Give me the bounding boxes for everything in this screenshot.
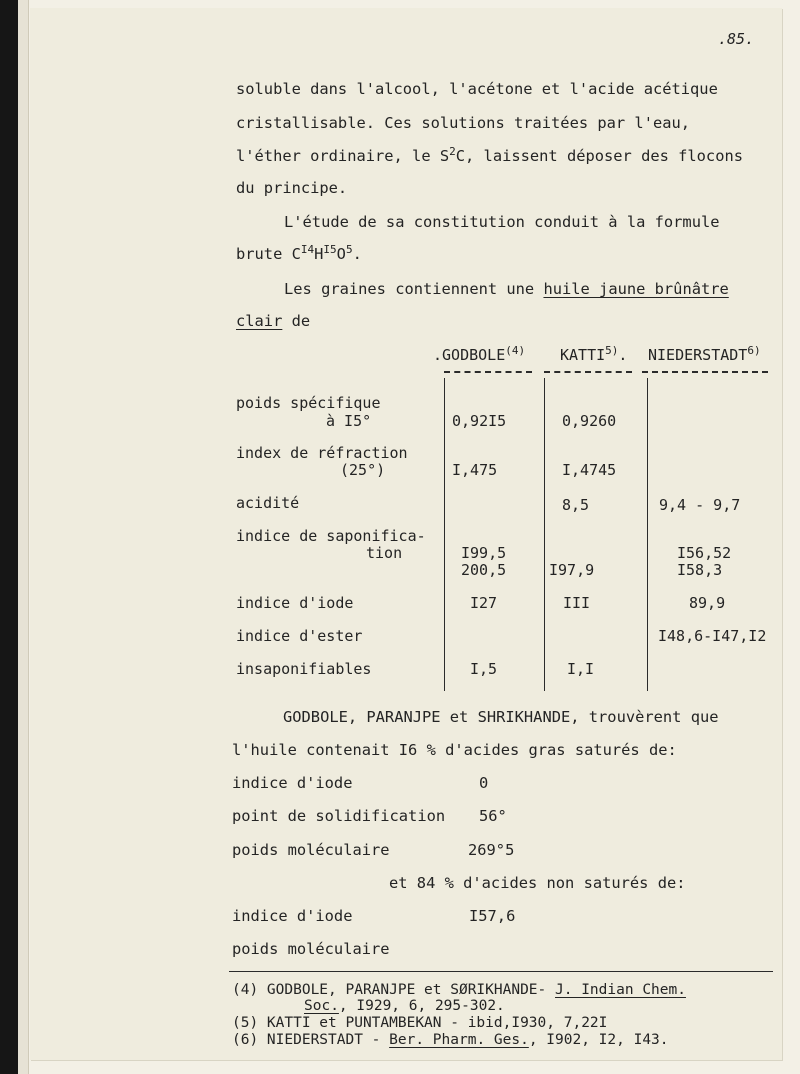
table-cell: I58,3 [677, 561, 723, 579]
table-cell: 0,92I5 [452, 412, 507, 430]
header-rule [642, 371, 768, 373]
table-cell: I48,6-I47,I2 [658, 627, 767, 645]
footnote-6: (6) NIEDERSTADT - Ber. Pharm. Ges., I902, I2, I43. [232, 1032, 669, 1048]
page-edge [18, 0, 29, 1074]
header-rule [444, 371, 532, 373]
table-cell: I,I [567, 660, 595, 678]
table-cell: I56,52 [677, 544, 732, 562]
book-spine [0, 0, 18, 1074]
table-cell: I27 [470, 594, 498, 612]
table-cell: I,5 [470, 660, 498, 678]
table-header-niederstadt: NIEDERSTADT$^{6)}$ [648, 344, 761, 364]
text-line: clair de [236, 312, 311, 330]
table-cell: I99,5 [461, 544, 507, 562]
text-line: GODBOLE, PARANJPE et SHRIKHANDE, trouvèrent que [283, 708, 719, 726]
table-cell: 9,4 - 9,7 [659, 496, 741, 514]
column-rule [647, 378, 648, 691]
footnote-4: (4) GODBOLE, PARANJPE et SØRIKHANDE- J. Indian Chem. [232, 982, 686, 998]
table-cell: 89,9 [689, 594, 726, 612]
table-header-katti: KATTI$^{5)}$. [560, 344, 628, 364]
footnote-rule [229, 971, 773, 972]
text-line: L'étude de sa constitution conduit à la formule [284, 213, 720, 231]
table-cell: 0,9260 [562, 412, 617, 430]
footnote-4-cont: Soc., I929, 6, 295-302. [304, 998, 505, 1014]
row-label: indice d'ester [236, 627, 363, 645]
formula-line: brute $C^{I4}H^{I5}O^5$. [236, 243, 362, 263]
row-label: indice d'iode [236, 594, 354, 612]
property-label: indice d'iode [232, 907, 353, 925]
row-label: à I5° [326, 412, 372, 430]
row-label: insaponifiables [236, 660, 372, 678]
text-line: cristallisable. Ces solutions traitées par l'eau, [236, 114, 691, 132]
table-cell: I97,9 [549, 561, 595, 579]
property-value: 269°5 [468, 841, 515, 859]
table-cell: I,4745 [562, 461, 617, 479]
text-line: l'éther ordinaire, le $S^2C$, laissent déposer des flocons [236, 145, 743, 165]
text-line: du principe. [236, 179, 348, 197]
row-label: index de réfraction [236, 444, 408, 462]
row-label: tion [366, 544, 403, 562]
page-number: .85. [718, 30, 755, 48]
table-cell: III [563, 594, 591, 612]
property-label: poids moléculaire [232, 940, 390, 958]
footnote-5: (5) KATTI et PUNTAMBEKAN - ibid,I930, 7,22I [232, 1015, 608, 1031]
property-value: 0 [479, 774, 489, 792]
table-cell: 200,5 [461, 561, 507, 579]
text-line: et 84 % d'acides non saturés de: [389, 874, 686, 892]
row-label: acidité [236, 494, 300, 512]
text-line: soluble dans l'alcool, l'acétone et l'acide acétique [236, 80, 718, 98]
property-label: point de solidification [232, 807, 446, 825]
property-label: indice d'iode [232, 774, 353, 792]
property-value: I57,6 [469, 907, 516, 925]
row-label: (25°) [340, 461, 386, 479]
header-rule [544, 371, 632, 373]
text-line: Les graines contiennent une huile jaune brûnâtre [284, 280, 729, 298]
column-rule [544, 378, 545, 691]
property-value: 56° [479, 807, 507, 825]
column-rule [444, 378, 445, 691]
property-label: poids moléculaire [232, 841, 390, 859]
row-label: poids spécifique [236, 394, 381, 412]
table-cell: 8,5 [562, 496, 590, 514]
table-cell: I,475 [452, 461, 498, 479]
text-line: l'huile contenait I6 % d'acides gras saturés de: [232, 741, 677, 759]
table-header-godbole: .GODBOLE$^{(4)}$ [433, 344, 526, 364]
row-label: indice de saponifica- [236, 527, 426, 545]
